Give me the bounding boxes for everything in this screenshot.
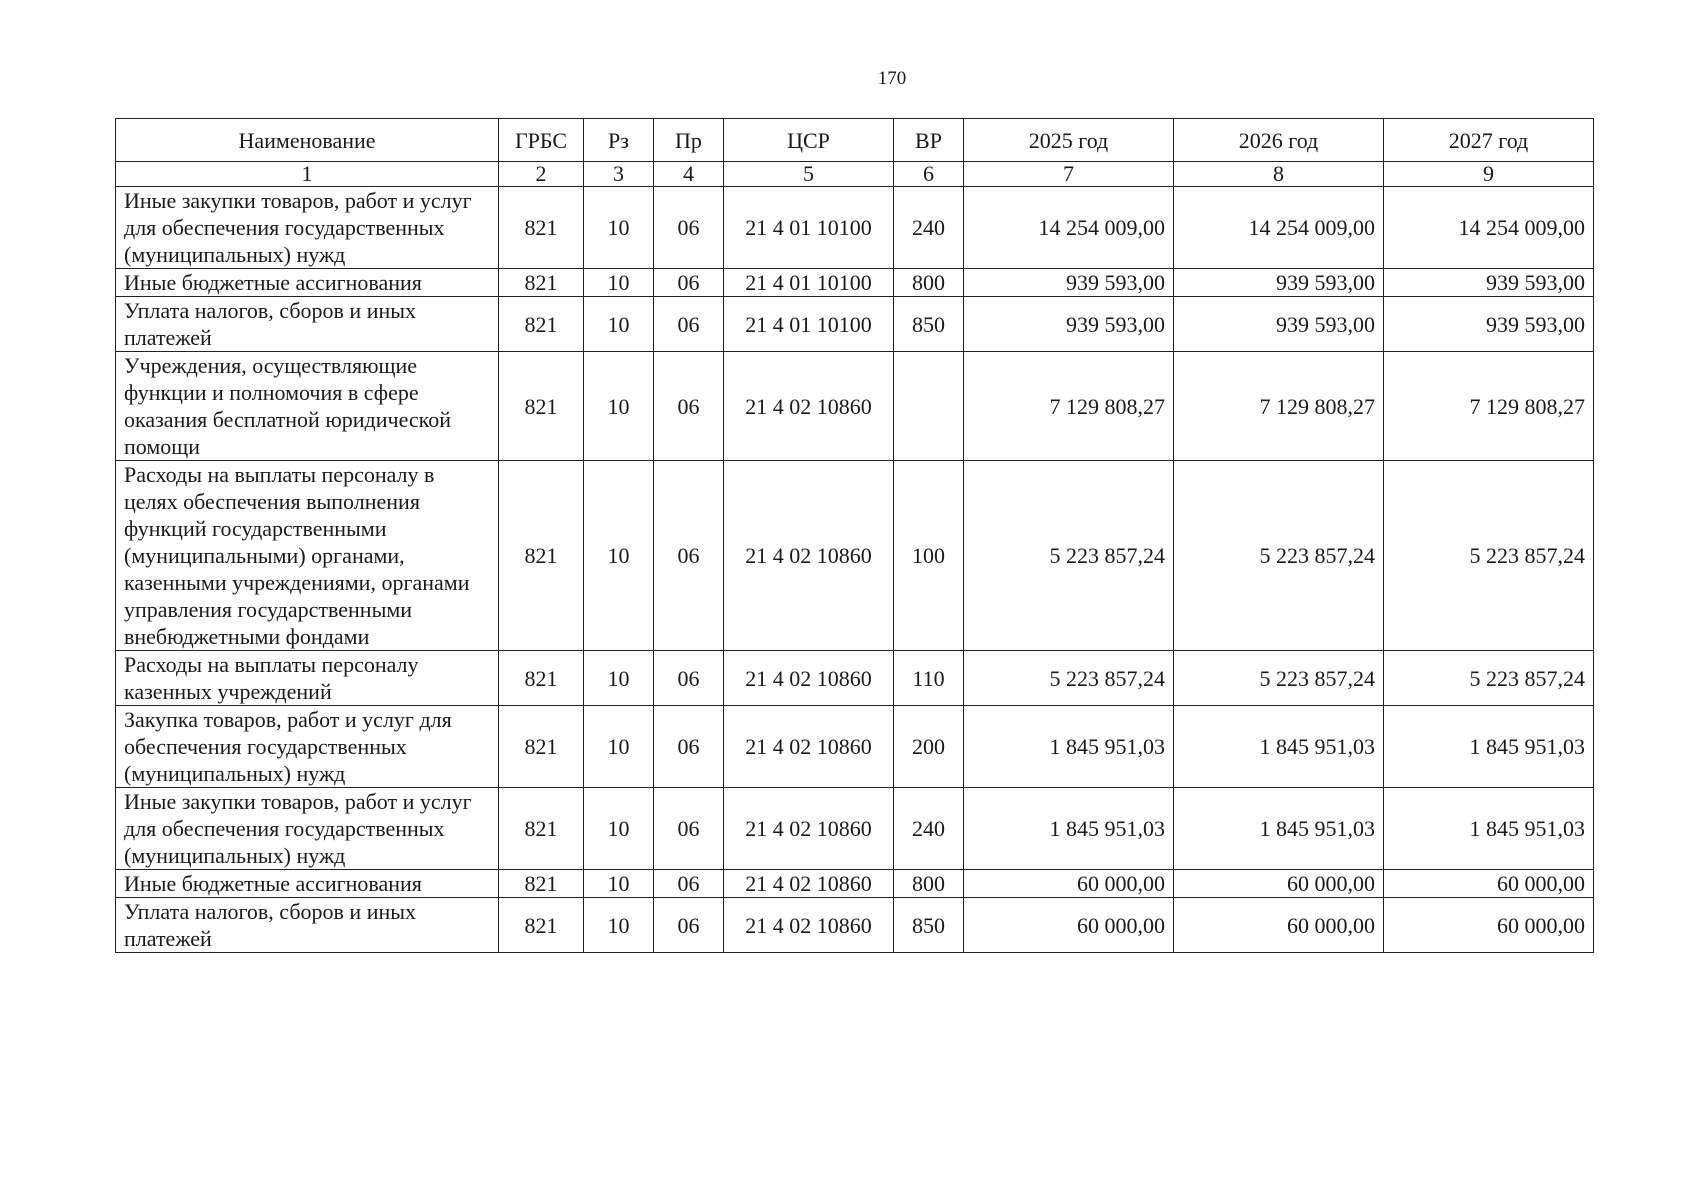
column-number: 4 (654, 162, 724, 187)
table-row (116, 297, 1594, 352)
row-name: Расходы на выплаты персоналу казенных учреждений (116, 651, 499, 706)
row-grbs: 821 (499, 269, 584, 297)
table-row (116, 706, 1594, 788)
row-name: Иные бюджетные ассигнования (116, 870, 499, 898)
row-name: Учреждения, осуществляющие функции и полномочия в сфере оказания бесплатной юридической помощи (116, 352, 499, 461)
row-amount-2026: 5 223 857,24 (1174, 461, 1384, 651)
header-2025: 2025 год (964, 119, 1174, 162)
row-csr: 21 4 02 10860 (724, 870, 894, 898)
column-number: 6 (894, 162, 964, 187)
row-rz: 10 (584, 788, 654, 870)
row-amount-2025: 1 845 951,03 (964, 706, 1174, 788)
row-vr: 850 (894, 898, 964, 953)
column-number: 9 (1384, 162, 1594, 187)
table-row (116, 788, 1594, 870)
column-number: 2 (499, 162, 584, 187)
row-name: Иные закупки товаров, работ и услуг для обеспечения государственных (муниципальных) нужд (116, 788, 499, 870)
row-rz: 10 (584, 898, 654, 953)
row-rz: 10 (584, 706, 654, 788)
row-vr: 240 (894, 187, 964, 269)
row-vr: 240 (894, 788, 964, 870)
row-amount-2027: 939 593,00 (1384, 269, 1594, 297)
row-grbs: 821 (499, 706, 584, 788)
row-vr: 200 (894, 706, 964, 788)
row-csr: 21 4 02 10860 (724, 651, 894, 706)
row-rz: 10 (584, 352, 654, 461)
row-pr: 06 (654, 352, 724, 461)
row-amount-2027: 14 254 009,00 (1384, 187, 1594, 269)
row-amount-2027: 5 223 857,24 (1384, 651, 1594, 706)
row-csr: 21 4 02 10860 (724, 352, 894, 461)
row-csr: 21 4 02 10860 (724, 461, 894, 651)
header-row (116, 119, 1594, 162)
header-rz: Рз (584, 119, 654, 162)
table-row (116, 269, 1594, 297)
row-amount-2027: 60 000,00 (1384, 898, 1594, 953)
header-vr: ВР (894, 119, 964, 162)
row-amount-2027: 5 223 857,24 (1384, 461, 1594, 651)
row-vr: 110 (894, 651, 964, 706)
row-grbs: 821 (499, 461, 584, 651)
row-vr: 800 (894, 269, 964, 297)
row-pr: 06 (654, 187, 724, 269)
row-vr: 850 (894, 297, 964, 352)
page-number: 170 (877, 68, 907, 89)
row-rz: 10 (584, 269, 654, 297)
row-amount-2025: 60 000,00 (964, 870, 1174, 898)
header-pr: Пр (654, 119, 724, 162)
row-amount-2026: 60 000,00 (1174, 870, 1384, 898)
row-name: Иные бюджетные ассигнования (116, 269, 499, 297)
row-amount-2025: 939 593,00 (964, 297, 1174, 352)
row-vr (894, 352, 964, 461)
row-grbs: 821 (499, 297, 584, 352)
row-amount-2025: 14 254 009,00 (964, 187, 1174, 269)
row-amount-2026: 60 000,00 (1174, 898, 1384, 953)
row-pr: 06 (654, 870, 724, 898)
row-csr: 21 4 01 10100 (724, 187, 894, 269)
header-csr: ЦСР (724, 119, 894, 162)
row-rz: 10 (584, 297, 654, 352)
row-name: Уплата налогов, сборов и иных платежей (116, 898, 499, 953)
column-number: 7 (964, 162, 1174, 187)
header-2026: 2026 год (1174, 119, 1384, 162)
row-grbs: 821 (499, 870, 584, 898)
row-pr: 06 (654, 269, 724, 297)
row-amount-2025: 7 129 808,27 (964, 352, 1174, 461)
column-number: 3 (584, 162, 654, 187)
budget-table (115, 118, 1594, 953)
row-csr: 21 4 02 10860 (724, 898, 894, 953)
row-name: Иные закупки товаров, работ и услуг для обеспечения государственных (муниципальных) нужд (116, 187, 499, 269)
row-grbs: 821 (499, 788, 584, 870)
row-name: Уплата налогов, сборов и иных платежей (116, 297, 499, 352)
row-amount-2026: 1 845 951,03 (1174, 788, 1384, 870)
row-amount-2025: 5 223 857,24 (964, 651, 1174, 706)
row-amount-2026: 939 593,00 (1174, 269, 1384, 297)
table-row (116, 651, 1594, 706)
row-pr: 06 (654, 706, 724, 788)
table-row (116, 870, 1594, 898)
column-number-row (116, 162, 1594, 187)
table-row (116, 352, 1594, 461)
row-amount-2025: 1 845 951,03 (964, 788, 1174, 870)
row-rz: 10 (584, 461, 654, 651)
row-rz: 10 (584, 870, 654, 898)
header-2027: 2027 год (1384, 119, 1594, 162)
column-number: 5 (724, 162, 894, 187)
row-pr: 06 (654, 297, 724, 352)
table-row (116, 187, 1594, 269)
row-amount-2026: 7 129 808,27 (1174, 352, 1384, 461)
row-csr: 21 4 02 10860 (724, 788, 894, 870)
row-grbs: 821 (499, 187, 584, 269)
row-grbs: 821 (499, 898, 584, 953)
row-pr: 06 (654, 461, 724, 651)
header-grbs: ГРБС (499, 119, 584, 162)
column-number: 1 (116, 162, 499, 187)
row-rz: 10 (584, 187, 654, 269)
row-pr: 06 (654, 898, 724, 953)
row-amount-2025: 939 593,00 (964, 269, 1174, 297)
row-amount-2027: 939 593,00 (1384, 297, 1594, 352)
row-amount-2027: 7 129 808,27 (1384, 352, 1594, 461)
row-name: Расходы на выплаты персоналу в целях обеспечения выполнения функций государственными (муниципальными) органами, казенными учреждениями, органами управления государственными внебюджетными фондами (116, 461, 499, 651)
table-row (116, 461, 1594, 651)
table-row (116, 898, 1594, 953)
header-name: Наименование (116, 119, 499, 162)
row-vr: 100 (894, 461, 964, 651)
row-amount-2027: 1 845 951,03 (1384, 788, 1594, 870)
row-vr: 800 (894, 870, 964, 898)
row-grbs: 821 (499, 651, 584, 706)
row-amount-2026: 939 593,00 (1174, 297, 1384, 352)
row-pr: 06 (654, 788, 724, 870)
row-pr: 06 (654, 651, 724, 706)
row-csr: 21 4 01 10100 (724, 269, 894, 297)
row-name: Закупка товаров, работ и услуг для обеспечения государственных (муниципальных) нужд (116, 706, 499, 788)
row-amount-2027: 1 845 951,03 (1384, 706, 1594, 788)
row-amount-2026: 5 223 857,24 (1174, 651, 1384, 706)
row-amount-2027: 60 000,00 (1384, 870, 1594, 898)
row-csr: 21 4 01 10100 (724, 297, 894, 352)
row-amount-2025: 60 000,00 (964, 898, 1174, 953)
row-amount-2025: 5 223 857,24 (964, 461, 1174, 651)
row-amount-2026: 14 254 009,00 (1174, 187, 1384, 269)
row-csr: 21 4 02 10860 (724, 706, 894, 788)
column-number: 8 (1174, 162, 1384, 187)
row-grbs: 821 (499, 352, 584, 461)
row-amount-2026: 1 845 951,03 (1174, 706, 1384, 788)
row-rz: 10 (584, 651, 654, 706)
